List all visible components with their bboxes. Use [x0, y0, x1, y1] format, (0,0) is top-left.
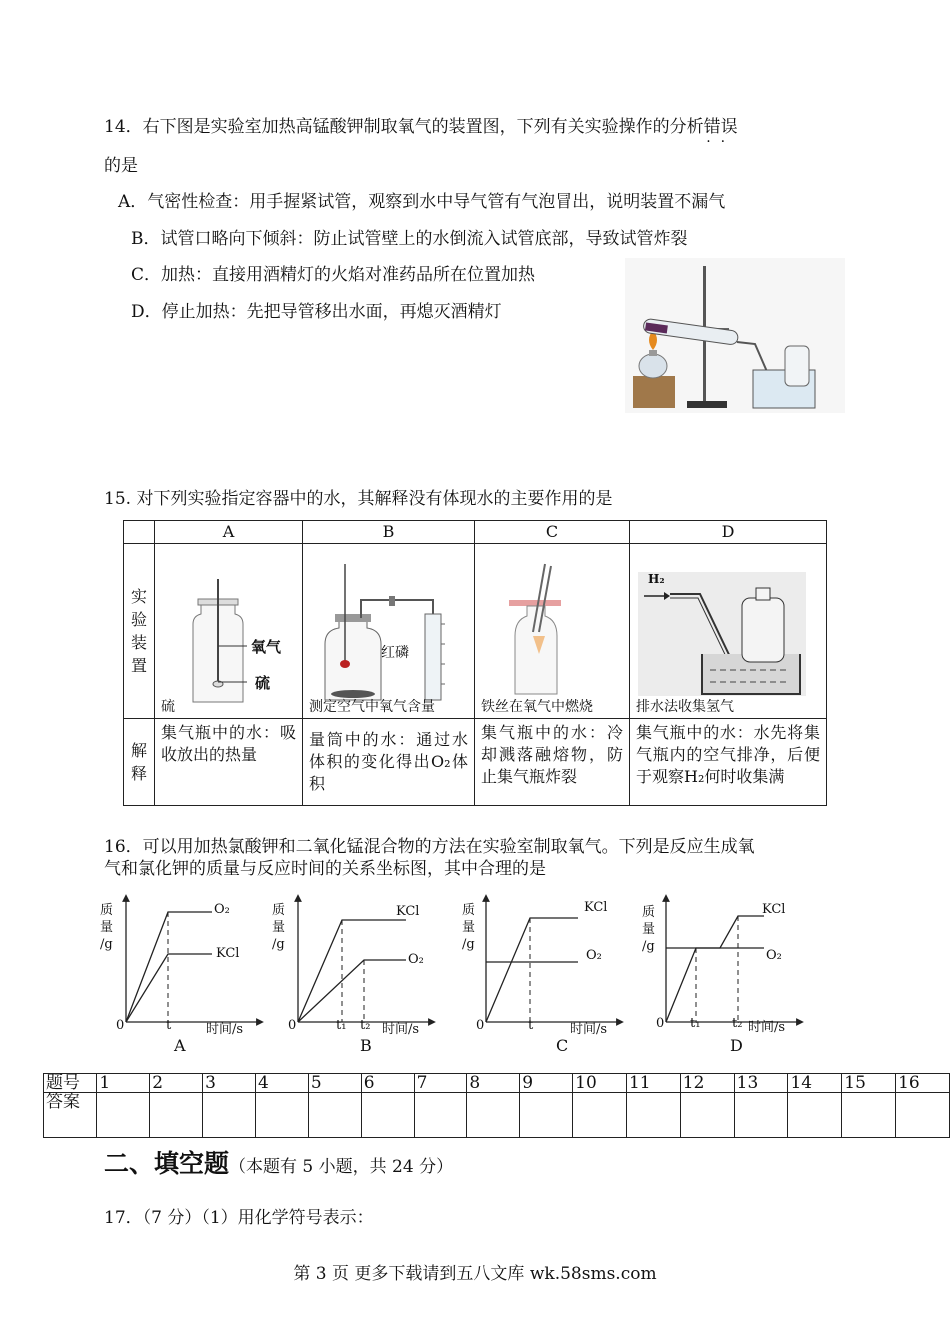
q15-row-label-apparatus: 实验装置	[124, 544, 155, 719]
label-red-phosphorus: 红磷	[381, 645, 409, 661]
caption-b: 测定空气中氧气含量	[309, 699, 435, 715]
answer-cell-3[interactable]	[203, 1093, 256, 1138]
answer-num-3: 3	[203, 1074, 256, 1093]
chart-b-origin: 0	[288, 1018, 297, 1033]
q14-stem-line1: 14．右下图是实验室加热高锰酸钾制取氧气的装置图，下列有关实验操作的分析错误 ··	[104, 117, 738, 150]
chart-c-letter: C	[556, 1036, 569, 1055]
chart-d-tick-t2: t₂	[732, 1016, 743, 1031]
q15-figure-c	[475, 544, 630, 719]
answer-cell-15[interactable]	[842, 1093, 896, 1138]
caption-c: 铁丝在氧气中燃烧	[481, 699, 593, 715]
answer-num-13: 13	[734, 1074, 788, 1093]
answer-num-15: 15	[842, 1074, 896, 1093]
answer-table-answer-label: 答案	[44, 1093, 97, 1138]
q15-row-label-explain: 解释	[124, 719, 155, 806]
caption-a: 硫	[161, 699, 175, 715]
chart-a-ylabel: 质 量 /g	[100, 903, 114, 952]
answer-cell-16[interactable]	[896, 1093, 950, 1138]
chart-b-upper-label: KCl	[396, 904, 420, 919]
q14-stem-line2: 的是	[104, 156, 138, 176]
answer-num-6: 6	[361, 1074, 414, 1093]
q15-header-c: C	[475, 521, 630, 544]
q14-emphasis: 错误 ··	[703, 117, 738, 150]
kmno4-apparatus-figure	[625, 258, 845, 413]
chart-d-origin: 0	[656, 1016, 665, 1031]
answer-cell-2[interactable]	[150, 1093, 203, 1138]
q15-figure-b	[303, 544, 475, 719]
q15-explain-d: 集气瓶中的水：水先将集气瓶内的空气排净，后便于观察H₂何时收集满	[630, 719, 827, 806]
answer-cell-9[interactable]	[520, 1093, 573, 1138]
answer-cell-6[interactable]	[361, 1093, 414, 1138]
label-oxygen: 氧气	[251, 638, 282, 656]
answer-table-header-label: 题号	[44, 1074, 97, 1093]
chart-b-lower-label: O₂	[408, 952, 424, 967]
answer-num-12: 12	[680, 1074, 734, 1093]
answer-cell-10[interactable]	[573, 1093, 627, 1138]
chart-a-letter: A	[174, 1036, 186, 1055]
label-sulfur: 硫	[255, 674, 271, 692]
chart-c-lower-label: O₂	[586, 948, 602, 963]
answer-num-9: 9	[520, 1074, 573, 1093]
chart-d-tick-t1: t₁	[690, 1016, 701, 1031]
q15-header-b: B	[303, 521, 475, 544]
q17-stem: 17．（7 分）（1）用化学符号表示：	[104, 1208, 374, 1228]
q16-chart-c	[460, 890, 630, 1060]
caption-d: 排水法收集氢气	[636, 699, 734, 715]
q15-header-a: A	[155, 521, 303, 544]
answer-cell-12[interactable]	[680, 1093, 734, 1138]
chart-d-xlabel: 时间/s	[748, 1020, 786, 1035]
chart-c-tick-t: t	[528, 1018, 534, 1033]
chart-b-tick-t1: t₁	[336, 1018, 347, 1033]
answer-num-7: 7	[414, 1074, 467, 1093]
page-footer: 第 3 页 更多下载请到五八文库 wk.58sms.com	[293, 1264, 657, 1284]
chart-a-upper-label: O₂	[214, 902, 230, 917]
q14-option-b: B．试管口略向下倾斜：防止试管壁上的水倒流入试管底部，导致试管炸裂	[131, 229, 688, 249]
answer-num-11: 11	[626, 1074, 680, 1093]
q16-chart-a	[100, 890, 270, 1060]
answer-num-8: 8	[467, 1074, 520, 1093]
answer-num-4: 4	[255, 1074, 308, 1093]
section-2-note: （本题有 5 小题，共 24 分）	[229, 1157, 454, 1177]
label-h2: H₂	[648, 572, 665, 586]
chart-a-lower-label: KCl	[216, 946, 240, 961]
q15-figure-d	[630, 544, 827, 719]
chart-d-ylabel: 质 量 /g	[642, 905, 656, 954]
q16-stem-line1: 16．可以用加热氯酸钾和二氧化锰混合物的方法在实验室制取氧气。下列是反应生成氧	[104, 837, 755, 857]
answer-cell-1[interactable]	[97, 1093, 150, 1138]
chart-d-lower-label: O₂	[766, 948, 782, 963]
chart-a-origin: 0	[116, 1018, 125, 1033]
q15-header-d: D	[630, 521, 827, 544]
q16-chart-b	[272, 890, 442, 1060]
chart-a-xlabel: 时间/s	[206, 1022, 244, 1037]
answer-num-10: 10	[573, 1074, 627, 1093]
answer-cell-8[interactable]	[467, 1093, 520, 1138]
chart-c-xlabel: 时间/s	[570, 1022, 608, 1037]
q15-explain-a: 集气瓶中的水：吸收放出的热量	[155, 719, 303, 806]
q15-explain-b: 量筒中的水：通过水体积的变化得出O₂体积	[303, 719, 475, 806]
q16-stem-line2: 气和氯化钾的质量与反应时间的关系坐标图，其中合理的是	[104, 859, 546, 879]
answer-cell-11[interactable]	[626, 1093, 680, 1138]
chart-c-upper-label: KCl	[584, 900, 608, 915]
answer-num-16: 16	[896, 1074, 950, 1093]
q15-corner-cell	[124, 521, 155, 544]
answer-num-1: 1	[97, 1074, 150, 1093]
q14-option-a: A．气密性检查：用手握紧试管，观察到水中导气管有气泡冒出，说明装置不漏气	[118, 192, 726, 212]
chart-d-upper-label: KCl	[762, 902, 786, 917]
chart-b-ylabel: 质 量 /g	[272, 903, 286, 952]
answer-num-5: 5	[308, 1074, 361, 1093]
q15-explain-c: 集气瓶中的水：冷却溅落融熔物，防止集气瓶炸裂	[475, 719, 630, 806]
chart-b-tick-t2: t₂	[360, 1018, 371, 1033]
chart-c-origin: 0	[476, 1018, 485, 1033]
chart-c-ylabel: 质 量 /g	[462, 903, 476, 952]
answer-cell-5[interactable]	[308, 1093, 361, 1138]
chart-d-letter: D	[730, 1036, 743, 1055]
q14-option-d: D．停止加热：先把导管移出水面，再熄灭酒精灯	[131, 302, 502, 322]
q15-table	[123, 520, 827, 806]
q15-stem: 15. 对下列实验指定容器中的水，其解释没有体现水的主要作用的是	[104, 489, 613, 509]
section-2-title: 二、填空题	[104, 1149, 230, 1178]
answer-cell-13[interactable]	[734, 1093, 788, 1138]
chart-b-letter: B	[360, 1036, 372, 1055]
chart-a-tick-t: t	[166, 1018, 172, 1033]
answer-cell-14[interactable]	[788, 1093, 842, 1138]
answer-cell-7[interactable]	[414, 1093, 467, 1138]
q14-option-c: C．加热：直接用酒精灯的火焰对准药品所在位置加热	[131, 265, 536, 285]
answer-num-14: 14	[788, 1074, 842, 1093]
section-2-heading	[104, 1144, 453, 1180]
q15-figure-a	[155, 544, 303, 719]
answer-cell-4[interactable]	[255, 1093, 308, 1138]
chart-b-xlabel: 时间/s	[382, 1022, 420, 1037]
answer-num-2: 2	[150, 1074, 203, 1093]
answer-table	[43, 1073, 950, 1138]
q16-chart-d	[640, 892, 810, 1062]
